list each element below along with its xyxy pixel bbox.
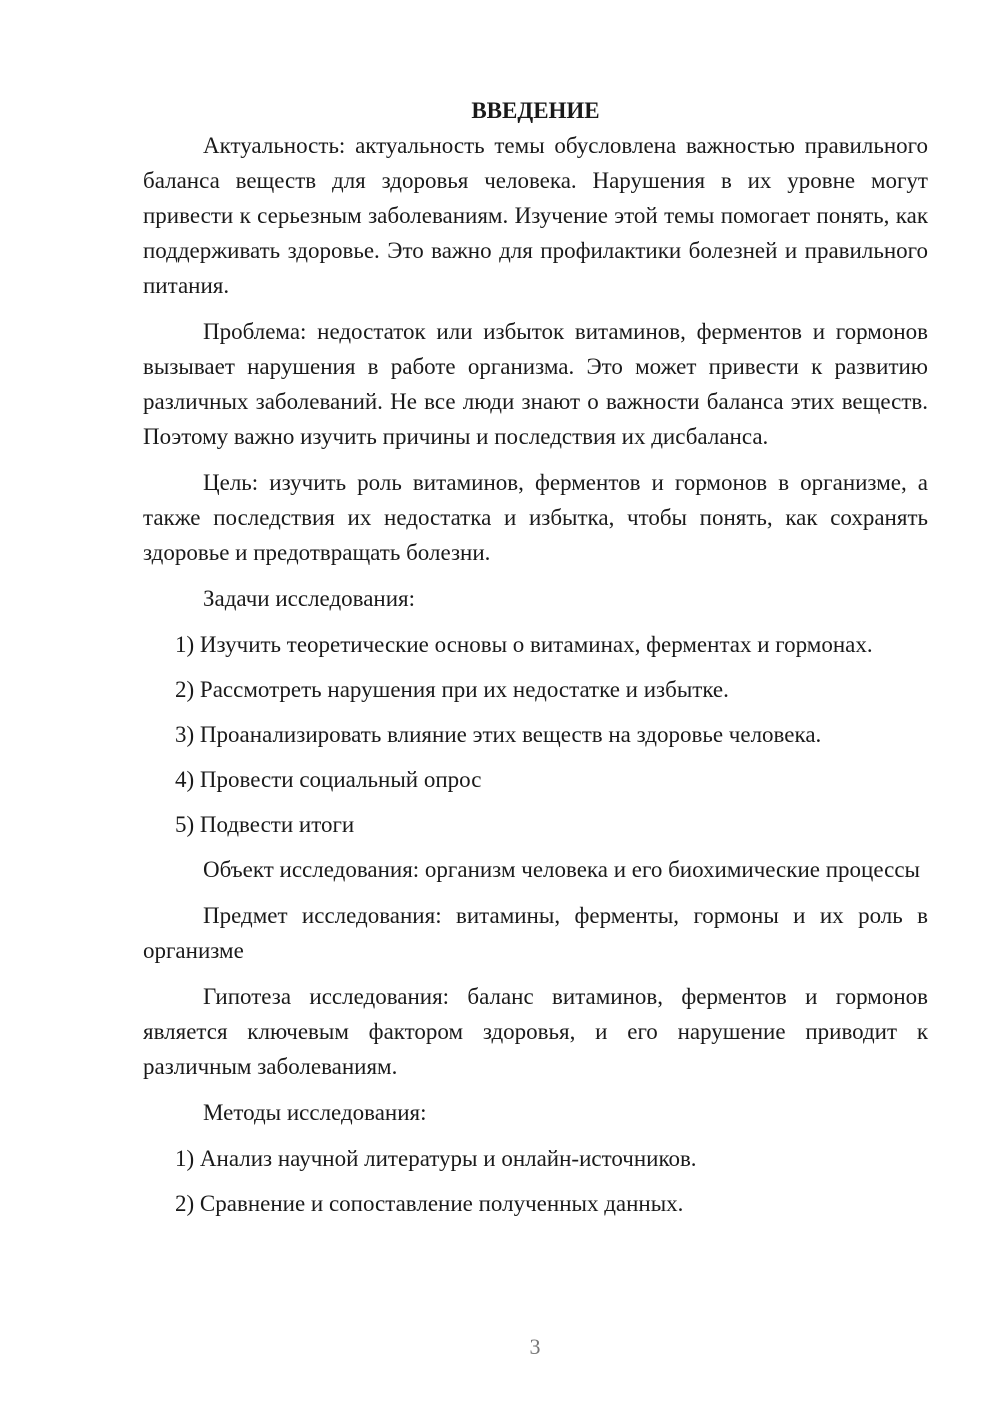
paragraph-subject: Предмет исследования: витамины, ферменты, гормоны и их роль в организме <box>143 903 928 963</box>
paragraph-object: Объект исследования: организм человека и его биохимические процессы <box>203 857 920 882</box>
list-item: 2) Рассмотреть нарушения при их недостатке и избытке. <box>175 677 729 702</box>
page-number: 3 <box>529 1334 541 1359</box>
tasks-list <box>143 627 928 842</box>
page-title: ВВЕДЕНИЕ <box>471 98 600 123</box>
paragraph-relevance: Актуальность: актуальность темы обусловлена важностью правильного баланса веществ для здоровья человека. Нарушения в их уровне могут привести к серьезным заболеваниям. Изучение этой темы помогает понять, как поддерживать здоровье. Это важно для профилактики болезней и правильного питания. <box>143 133 928 298</box>
methods-label: Методы исследования: <box>203 1100 427 1125</box>
paragraph-hypothesis: Гипотеза исследования: баланс витаминов, ферментов и гормонов является ключевым фактором здоровья, и его нарушение приводит к различным заболеваниям. <box>143 984 928 1079</box>
paragraph-goal: Цель: изучить роль витаминов, ферментов и гормонов в организме, а также последствия их недостатка и избытка, чтобы понять, как сохранять здоровье и предотвращать болезни. <box>143 470 928 565</box>
list-item: 3) Проанализировать влияние этих веществ на здоровье человека. <box>175 722 822 747</box>
document-page <box>143 93 928 1231</box>
list-item: 2) Сравнение и сопоставление полученных данных. <box>175 1191 684 1216</box>
list-item: 1) Анализ научной литературы и онлайн-источников. <box>175 1146 697 1171</box>
list-item: 4) Провести социальный опрос <box>175 767 482 792</box>
methods-list <box>143 1141 928 1221</box>
paragraph-problem: Проблема: недостаток или избыток витаминов, ферментов и гормонов вызывает нарушения в работе организма. Это может привести к развитию различных заболеваний. Не все люди знают о важности баланса этих веществ. Поэтому важно изучить причины и последствия их дисбаланса. <box>143 319 928 449</box>
list-item: 5) Подвести итоги <box>175 812 355 837</box>
tasks-label: Задачи исследования: <box>203 586 416 611</box>
list-item: 1) Изучить теоретические основы о витаминах, ферментах и гормонах. <box>175 632 873 657</box>
